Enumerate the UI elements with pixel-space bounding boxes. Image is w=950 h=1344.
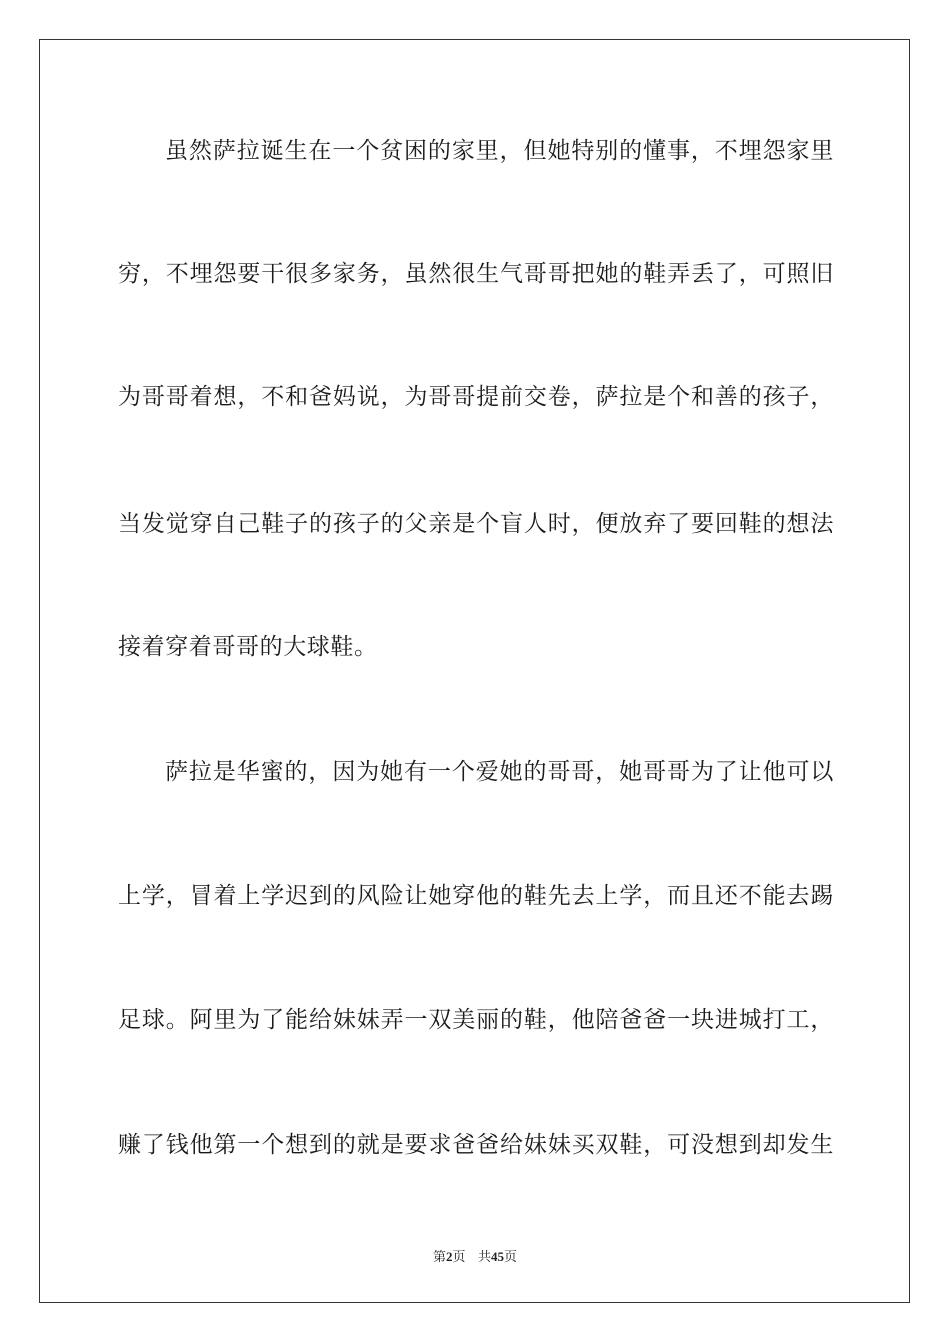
paragraph-1-line-3: 为哥哥着想，不和爸妈说，为哥哥提前交卷，萨拉是个和善的孩子， (118, 384, 834, 410)
paragraph-1-line-4: 当发觉穿自己鞋子的孩子的父亲是个盲人时，便放弃了要回鞋的想法 (118, 511, 834, 537)
page-suffix: 页 (452, 1250, 466, 1265)
page-prefix: 第 (433, 1250, 447, 1265)
paragraph-1-line-1: 虽然萨拉诞生在一个贫困的家里，但她特别的懂事，不埋怨家里 (165, 138, 834, 164)
page-number: 2 (446, 1249, 453, 1264)
paragraph-1-line-2: 穷，不埋怨要干很多家务，虽然很生气哥哥把她的鞋弄丢了，可照旧 (118, 261, 834, 287)
paragraph-2-line-2: 上学，冒着上学迟到的风险让她穿他的鞋先去上学，而且还不能去踢 (118, 883, 834, 909)
paragraph-1-line-5: 接着穿着哥哥的大球鞋。 (118, 634, 378, 660)
total-pages: 45 (490, 1249, 504, 1264)
total-suffix: 页 (503, 1250, 517, 1265)
paragraph-2-line-3: 足球。阿里为了能给妹妹弄一双美丽的鞋，他陪爸爸一块进城打工， (118, 1007, 834, 1033)
paragraph-2-line-4: 赚了钱他第一个想到的就是要求爸爸给妹妹买双鞋，可没想到却发生 (118, 1132, 834, 1158)
page-border (39, 39, 910, 1303)
total-prefix: 共 (477, 1250, 491, 1265)
page-footer (0, 1248, 950, 1267)
paragraph-2-line-1: 萨拉是华蜜的，因为她有一个爱她的哥哥，她哥哥为了让他可以 (165, 759, 834, 785)
